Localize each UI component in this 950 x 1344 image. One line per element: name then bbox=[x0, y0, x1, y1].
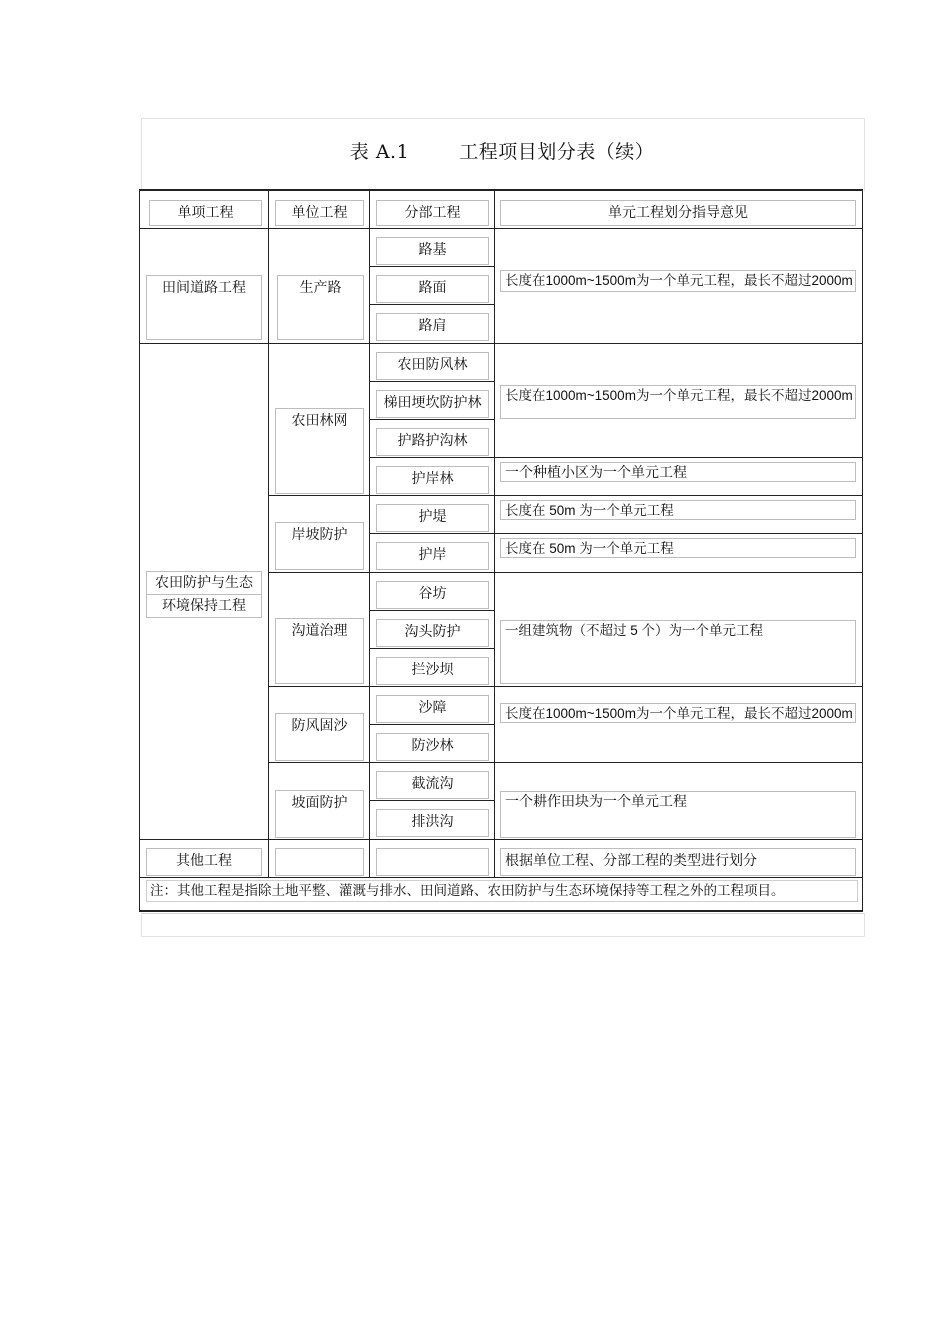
footer-frame bbox=[141, 913, 865, 937]
single-project-line2: 环境保持工程 bbox=[162, 598, 246, 614]
guidance-note: 长度在1000m~1500m为一个单元工程，最长不超过2000m bbox=[500, 385, 856, 419]
guidance-note: 一组建筑物（不超过 5 个）为一个单元工程 bbox=[500, 620, 856, 684]
part-intercept-ditch: 截流沟 bbox=[376, 771, 489, 799]
single-project-line1: 农田防护与生态 bbox=[147, 572, 261, 595]
header-single-project: 单项工程 bbox=[149, 200, 262, 226]
part-sediment-dam: 拦沙坝 bbox=[376, 657, 489, 685]
part-pavement: 路面 bbox=[376, 275, 489, 303]
unit-farmland-forest-network: 农田林网 bbox=[275, 408, 364, 494]
single-project-farmland-protection bbox=[146, 571, 262, 618]
unit-empty bbox=[275, 848, 364, 876]
part-sand-barrier: 沙障 bbox=[376, 695, 489, 723]
guidance-note: 根据单位工程、分部工程的类型进行划分 bbox=[500, 848, 856, 876]
part-bank: 护岸 bbox=[376, 542, 489, 570]
guidance-note: 长度在 50m 为一个单元工程 bbox=[500, 500, 856, 520]
unit-production-road: 生产路 bbox=[277, 275, 364, 340]
table-caption bbox=[141, 137, 863, 164]
single-project-field-road: 田间道路工程 bbox=[146, 275, 262, 340]
unit-bank-protection: 岸坡防护 bbox=[275, 522, 364, 570]
part-bank-forest: 护岸林 bbox=[376, 466, 489, 494]
part-embankment: 护堤 bbox=[376, 504, 489, 532]
part-flood-ditch: 排洪沟 bbox=[376, 809, 489, 837]
guidance-note: 长度在1000m~1500m为一个单元工程，最长不超过2000m bbox=[500, 703, 856, 723]
part-road-ditch-forest: 护路护沟林 bbox=[376, 428, 489, 456]
table-title: 工程项目划分表（续） bbox=[459, 141, 655, 163]
part-check-dam: 谷坊 bbox=[376, 581, 489, 609]
part-sand-forest: 防沙林 bbox=[376, 733, 489, 761]
table-footnote: 注：其他工程是指除土地平整、灌溉与排水、田间道路、农田防护与生态环境保持等工程之外的工程项目。 bbox=[146, 880, 858, 902]
header-guidance: 单元工程划分指导意见 bbox=[500, 200, 856, 226]
guidance-note: 长度在 50m 为一个单元工程 bbox=[500, 538, 856, 558]
guidance-note: 一个种植小区为一个单元工程 bbox=[500, 462, 856, 482]
unit-gully-control: 沟道治理 bbox=[275, 618, 364, 684]
part-shoulder: 路肩 bbox=[376, 313, 489, 341]
header-unit-project: 单位工程 bbox=[275, 200, 364, 226]
guidance-note: 长度在1000m~1500m为一个单元工程，最长不超过2000m bbox=[500, 270, 856, 292]
part-empty bbox=[376, 848, 489, 876]
single-project-other: 其他工程 bbox=[146, 848, 262, 876]
unit-slope-protection: 坡面防护 bbox=[275, 790, 364, 838]
table-number: 表 A.1 bbox=[349, 141, 410, 163]
part-roadbed: 路基 bbox=[376, 237, 489, 265]
header-sub-project: 分部工程 bbox=[376, 200, 489, 226]
part-windbreak-forest: 农田防风林 bbox=[376, 352, 489, 380]
guidance-note: 一个耕作田块为一个单元工程 bbox=[500, 791, 856, 838]
unit-wind-sand-fixation: 防风固沙 bbox=[275, 713, 364, 761]
part-terrace-ridge-forest: 梯田埂坎防护林 bbox=[376, 390, 489, 418]
part-gully-head: 沟头防护 bbox=[376, 619, 489, 647]
